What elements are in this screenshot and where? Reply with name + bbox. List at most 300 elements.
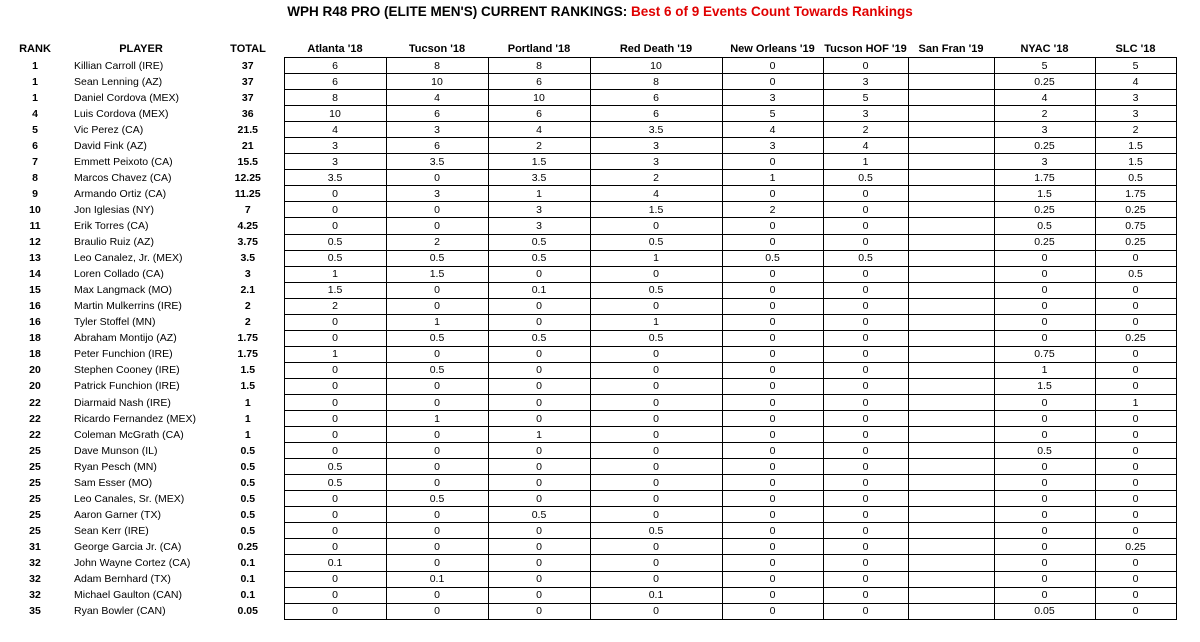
event-score-cell: 4	[590, 186, 722, 202]
player-name-cell: Diarmaid Nash (IRE)	[74, 396, 171, 409]
event-score-cell: 2	[590, 170, 722, 186]
event-score-cell: 0	[722, 74, 823, 90]
event-score-cell: 0	[722, 314, 823, 330]
event-score-cell: 0	[994, 459, 1095, 475]
event-score-cell: 0	[1095, 587, 1176, 603]
event-score-cell: 0.25	[994, 74, 1095, 90]
event-score-cell	[908, 539, 994, 555]
event-score-cell: 0	[722, 58, 823, 74]
event-score-cell: 0	[994, 314, 1095, 330]
total-points-cell: 15.5	[237, 155, 258, 168]
table-row	[0, 394, 1176, 410]
total-points-cell: 37	[241, 91, 254, 104]
event-score-cell: 0	[284, 202, 386, 218]
event-score-cell: 0.5	[590, 330, 722, 346]
event-score-cell: 0.05	[994, 603, 1095, 619]
event-score-cell: 0	[994, 266, 1095, 282]
event-score-cell: 0	[590, 346, 722, 362]
event-score-cell: 0	[284, 362, 386, 378]
player-name-cell: Leo Canales, Sr. (MEX)	[74, 492, 185, 505]
event-score-cell: 0	[722, 266, 823, 282]
event-header: San Fran '19	[908, 41, 994, 58]
event-score-cell: 0	[590, 491, 722, 507]
rank-cell: 35	[29, 605, 41, 618]
event-score-cell: 1	[488, 186, 590, 202]
table-row	[0, 459, 1176, 475]
event-score-cell: 0	[823, 378, 908, 394]
table-row	[0, 346, 1176, 362]
event-score-cell: 0	[823, 523, 908, 539]
event-score-cell: 0	[722, 507, 823, 523]
event-score-cell: 0	[1095, 411, 1176, 427]
event-score-cell: 1	[488, 427, 590, 443]
event-score-cell: 0	[1095, 443, 1176, 459]
table-row	[0, 234, 1176, 250]
event-score-cell: 0	[823, 298, 908, 314]
player-name-cell: Peter Funchion (IRE)	[74, 348, 173, 361]
event-score-cell: 6	[284, 58, 386, 74]
event-score-cell: 3.5	[386, 154, 488, 170]
event-score-cell	[908, 330, 994, 346]
event-score-cell: 0	[284, 491, 386, 507]
player-name-cell: Sam Esser (MO)	[74, 476, 153, 489]
event-score-cell	[908, 394, 994, 410]
event-score-cell: 0	[994, 394, 1095, 410]
event-score-cell: 0.25	[994, 138, 1095, 154]
event-score-cell: 0	[1095, 459, 1176, 475]
event-score-cell: 0	[722, 523, 823, 539]
rank-cell: 31	[29, 540, 41, 553]
rankings-table	[0, 41, 1177, 620]
total-points-cell: 37	[241, 75, 254, 88]
event-score-cell: 0	[590, 539, 722, 555]
event-score-cell: 6	[284, 74, 386, 90]
event-score-cell	[908, 587, 994, 603]
player-name-cell: Daniel Cordova (MEX)	[74, 91, 180, 104]
player-name-cell: Max Langmack (MO)	[74, 284, 173, 297]
event-score-cell: 0	[823, 491, 908, 507]
table-row	[0, 411, 1176, 427]
event-score-cell: 0	[386, 475, 488, 491]
rank-cell: 25	[29, 476, 41, 489]
event-score-cell: 0	[994, 555, 1095, 571]
event-score-cell: 0	[284, 571, 386, 587]
event-score-cell: 0	[488, 443, 590, 459]
event-score-cell: 0	[722, 186, 823, 202]
event-score-cell: 0	[284, 218, 386, 234]
event-score-cell: 0.5	[488, 330, 590, 346]
event-header: Portland '18	[488, 41, 590, 58]
table-row	[0, 186, 1176, 202]
event-header: New Orleans '19	[722, 41, 823, 58]
event-score-cell: 10	[284, 106, 386, 122]
event-score-cell: 8	[386, 58, 488, 74]
event-score-cell: 0	[488, 571, 590, 587]
total-points-cell: 7	[244, 203, 251, 216]
event-score-cell: 2	[722, 202, 823, 218]
event-score-cell: 0	[590, 411, 722, 427]
event-score-cell	[908, 459, 994, 475]
table-row	[0, 250, 1176, 266]
event-score-cell: 0	[386, 459, 488, 475]
event-score-cell: 0	[823, 394, 908, 410]
rank-cell: 25	[29, 524, 41, 537]
event-score-cell: 0	[722, 603, 823, 619]
event-score-cell	[908, 74, 994, 90]
table-row	[0, 122, 1176, 138]
total-points-cell: 0.5	[240, 492, 256, 505]
event-score-cell: 0	[386, 603, 488, 619]
rank-cell: 12	[29, 236, 41, 249]
total-points-cell: 1.5	[240, 380, 256, 393]
event-score-cell: 0	[722, 282, 823, 298]
player-name-cell: Marcos Chavez (CA)	[74, 171, 172, 184]
event-score-cell: 1.75	[994, 170, 1095, 186]
event-score-cell: 0	[590, 475, 722, 491]
event-score-cell: 1	[284, 266, 386, 282]
total-points-cell: 21.5	[237, 123, 258, 136]
event-score-cell: 3	[386, 122, 488, 138]
event-score-cell	[908, 218, 994, 234]
total-points-cell: 3.5	[240, 252, 256, 265]
total-points-cell: 2	[244, 300, 251, 313]
event-score-cell: 5	[1095, 58, 1176, 74]
event-score-cell: 0	[994, 539, 1095, 555]
event-score-cell: 0.25	[1095, 539, 1176, 555]
table-row	[0, 218, 1176, 234]
event-header: SLC '18	[1095, 41, 1176, 58]
event-score-cell: 3	[590, 154, 722, 170]
event-score-cell	[908, 443, 994, 459]
event-score-cell: 0	[722, 571, 823, 587]
event-score-cell	[908, 170, 994, 186]
table-row	[0, 603, 1176, 619]
rank-cell: 25	[29, 492, 41, 505]
event-score-cell: 0	[284, 539, 386, 555]
event-score-cell: 0	[488, 411, 590, 427]
rank-cell: 13	[29, 252, 41, 265]
event-score-cell	[908, 58, 994, 74]
event-score-cell: 0.5	[386, 362, 488, 378]
event-score-cell: 0	[994, 330, 1095, 346]
event-score-cell: 0	[994, 571, 1095, 587]
table-row	[0, 507, 1176, 523]
event-score-cell	[908, 427, 994, 443]
player-name-cell: John Wayne Cortez (CA)	[74, 556, 191, 569]
event-score-cell	[908, 555, 994, 571]
player-name-cell: Leo Canalez, Jr. (MEX)	[74, 252, 183, 265]
event-score-cell: 0	[994, 427, 1095, 443]
event-score-cell: 3	[1095, 90, 1176, 106]
event-score-cell: 0.25	[994, 202, 1095, 218]
event-score-cell: 0.1	[284, 555, 386, 571]
event-score-cell: 1	[722, 170, 823, 186]
event-score-cell: 0	[823, 571, 908, 587]
event-score-cell: 0	[488, 523, 590, 539]
header-row	[0, 41, 1176, 58]
player-name-cell: Abraham Montijo (AZ)	[74, 332, 177, 345]
total-points-cell: 0.05	[237, 605, 258, 618]
event-score-cell: 3.5	[488, 170, 590, 186]
event-score-cell: 0.75	[994, 346, 1095, 362]
event-score-cell	[908, 507, 994, 523]
event-score-cell: 0	[823, 202, 908, 218]
event-score-cell: 1	[386, 314, 488, 330]
rank-cell: 16	[29, 300, 41, 313]
event-score-cell: 2	[488, 138, 590, 154]
event-score-cell: 0.5	[994, 218, 1095, 234]
table-row	[0, 282, 1176, 298]
event-score-cell	[908, 314, 994, 330]
event-score-cell: 0	[488, 603, 590, 619]
table-row	[0, 202, 1176, 218]
event-score-cell: 1.5	[488, 154, 590, 170]
event-score-cell	[908, 523, 994, 539]
event-score-cell: 1	[386, 411, 488, 427]
total-points-cell: 0.1	[240, 573, 256, 586]
event-score-cell: 6	[590, 106, 722, 122]
total-points-cell: 1.75	[237, 332, 258, 345]
player-name-cell: George Garcia Jr. (CA)	[74, 540, 182, 553]
total-points-cell: 3	[244, 268, 251, 281]
title-subtitle: Best 6 of 9 Events Count Towards Rankings	[630, 4, 913, 19]
total-points-cell: 36	[241, 107, 254, 120]
event-score-cell: 0.25	[1095, 202, 1176, 218]
event-score-cell: 1.5	[590, 202, 722, 218]
rank-cell: 22	[29, 396, 41, 409]
player-name-cell: Sean Kerr (IRE)	[74, 524, 149, 537]
player-name-cell: Vic Perez (CA)	[74, 123, 144, 136]
rank-cell: 32	[29, 556, 41, 569]
table-row	[0, 539, 1176, 555]
event-score-cell: 0	[386, 378, 488, 394]
player-name-cell: Dave Munson (IL)	[74, 444, 158, 457]
event-score-cell: 0.5	[1095, 266, 1176, 282]
event-score-cell: 0	[722, 475, 823, 491]
event-score-cell: 0	[284, 314, 386, 330]
event-score-cell	[908, 475, 994, 491]
total-points-cell: 1.5	[240, 364, 256, 377]
table-row	[0, 475, 1176, 491]
event-score-cell: 3	[823, 74, 908, 90]
event-score-cell: 0	[823, 234, 908, 250]
event-score-cell: 0	[722, 234, 823, 250]
event-score-cell: 3	[994, 154, 1095, 170]
table-row	[0, 170, 1176, 186]
player-name-cell: Loren Collado (CA)	[74, 268, 164, 281]
event-score-cell: 0	[386, 555, 488, 571]
event-score-cell: 0	[590, 378, 722, 394]
table-row	[0, 523, 1176, 539]
event-header: Tucson HOF '19	[823, 41, 908, 58]
rank-header: RANK	[19, 43, 51, 56]
event-score-cell: 0	[1095, 298, 1176, 314]
event-score-cell: 0	[488, 459, 590, 475]
event-score-cell: 2	[994, 106, 1095, 122]
rank-cell: 4	[32, 107, 38, 120]
event-score-cell: 0	[994, 523, 1095, 539]
event-score-cell: 3	[722, 138, 823, 154]
event-score-cell: 3	[823, 106, 908, 122]
event-score-cell: 2	[823, 122, 908, 138]
event-score-cell: 0	[590, 427, 722, 443]
event-score-cell: 0	[386, 394, 488, 410]
event-score-cell: 0.5	[284, 250, 386, 266]
event-score-cell	[908, 234, 994, 250]
rank-cell: 8	[32, 171, 38, 184]
player-name-cell: Patrick Funchion (IRE)	[74, 380, 180, 393]
event-score-cell	[908, 106, 994, 122]
table-row	[0, 571, 1176, 587]
total-points-cell: 3.75	[237, 236, 258, 249]
event-score-cell: 0	[488, 362, 590, 378]
event-score-cell: 0.25	[1095, 330, 1176, 346]
event-score-cell: 0	[823, 475, 908, 491]
event-score-cell: 8	[284, 90, 386, 106]
event-score-cell: 3	[722, 90, 823, 106]
event-score-cell: 1.5	[284, 282, 386, 298]
event-score-cell	[908, 90, 994, 106]
event-score-cell: 0	[590, 298, 722, 314]
event-score-cell: 0	[1095, 314, 1176, 330]
total-points-cell: 2.1	[240, 284, 256, 297]
event-score-cell: 2	[386, 234, 488, 250]
event-score-cell: 6	[488, 106, 590, 122]
event-score-cell: 0.1	[386, 571, 488, 587]
rank-cell: 1	[32, 59, 38, 72]
event-score-cell: 6	[386, 138, 488, 154]
player-name-cell: Jon Iglesias (NY)	[74, 203, 154, 216]
event-score-cell: 1.75	[1095, 186, 1176, 202]
event-score-cell: 0	[823, 346, 908, 362]
event-score-cell: 0	[823, 314, 908, 330]
table-row	[0, 378, 1176, 394]
table-row	[0, 427, 1176, 443]
player-name-cell: Killian Carroll (IRE)	[74, 59, 164, 72]
event-score-cell: 0	[488, 346, 590, 362]
event-score-cell: 0.25	[994, 234, 1095, 250]
rankings-body	[0, 58, 1176, 620]
event-score-cell: 4	[823, 138, 908, 154]
player-name-cell: Ricardo Fernandez (MEX)	[74, 412, 196, 425]
event-score-cell: 0	[284, 507, 386, 523]
event-score-cell: 0	[590, 459, 722, 475]
event-score-cell: 0.5	[488, 507, 590, 523]
total-points-cell: 1.75	[237, 348, 258, 361]
total-points-cell: 0.5	[240, 476, 256, 489]
rank-cell: 20	[29, 380, 41, 393]
event-score-cell: 0	[1095, 475, 1176, 491]
event-score-cell: 0.5	[994, 443, 1095, 459]
event-score-cell: 0	[722, 459, 823, 475]
event-score-cell: 1	[994, 362, 1095, 378]
event-score-cell: 0	[1095, 491, 1176, 507]
event-score-cell	[908, 378, 994, 394]
event-score-cell: 0.5	[722, 250, 823, 266]
rank-cell: 15	[29, 284, 41, 297]
event-score-cell: 0.5	[386, 491, 488, 507]
page-title	[0, 4, 1200, 19]
event-score-cell: 0	[994, 491, 1095, 507]
event-score-cell: 0	[386, 282, 488, 298]
total-points-cell: 4.25	[237, 219, 258, 232]
rank-cell: 18	[29, 332, 41, 345]
player-name-cell: Martin Mulkerrins (IRE)	[74, 300, 182, 313]
event-score-cell: 2	[1095, 122, 1176, 138]
rank-cell: 20	[29, 364, 41, 377]
player-name-cell: Tyler Stoffel (MN)	[74, 316, 156, 329]
event-score-cell: 0	[722, 362, 823, 378]
event-score-cell: 0	[722, 491, 823, 507]
event-score-cell: 0	[722, 587, 823, 603]
event-score-cell: 0.5	[590, 523, 722, 539]
event-score-cell: 3	[1095, 106, 1176, 122]
event-score-cell: 0.1	[590, 587, 722, 603]
event-score-cell: 0.5	[823, 250, 908, 266]
player-name-cell: Michael Gaulton (CAN)	[74, 589, 182, 602]
event-score-cell: 0	[284, 427, 386, 443]
event-score-cell: 0.5	[284, 459, 386, 475]
table-row	[0, 58, 1176, 74]
player-name-cell: Erik Torres (CA)	[74, 219, 149, 232]
table-row	[0, 266, 1176, 282]
event-score-cell	[908, 346, 994, 362]
event-score-cell: 0	[284, 378, 386, 394]
event-score-cell: 0	[1095, 250, 1176, 266]
event-score-cell: 0	[722, 378, 823, 394]
event-score-cell: 0	[722, 298, 823, 314]
rank-cell: 16	[29, 316, 41, 329]
event-score-cell: 0.5	[590, 234, 722, 250]
total-points-cell: 1	[244, 412, 251, 425]
event-score-cell	[908, 202, 994, 218]
event-score-cell: 0	[386, 443, 488, 459]
event-score-cell	[908, 250, 994, 266]
event-score-cell: 0	[994, 298, 1095, 314]
total-points-cell: 0.5	[240, 460, 256, 473]
table-row	[0, 154, 1176, 170]
event-header: Atlanta '18	[284, 41, 386, 58]
event-score-cell: 4	[284, 122, 386, 138]
event-score-cell: 0	[994, 507, 1095, 523]
event-score-cell: 0	[722, 443, 823, 459]
event-score-cell: 1	[823, 154, 908, 170]
event-score-cell: 1	[1095, 394, 1176, 410]
event-score-cell: 0	[823, 362, 908, 378]
total-points-cell: 0.5	[240, 508, 256, 521]
event-score-cell	[908, 603, 994, 619]
event-score-cell: 3	[284, 138, 386, 154]
rank-cell: 18	[29, 348, 41, 361]
event-score-cell: 0	[823, 587, 908, 603]
event-score-cell: 1	[284, 346, 386, 362]
event-score-cell: 0	[284, 186, 386, 202]
table-row	[0, 298, 1176, 314]
event-score-cell: 0.5	[488, 234, 590, 250]
rank-cell: 7	[32, 155, 38, 168]
event-score-cell: 0	[1095, 362, 1176, 378]
event-score-cell: 0	[284, 394, 386, 410]
rank-cell: 32	[29, 589, 41, 602]
event-score-cell: 0	[823, 555, 908, 571]
event-score-cell: 0	[823, 411, 908, 427]
event-score-cell: 0	[386, 539, 488, 555]
total-points-cell: 12.25	[234, 171, 261, 184]
event-score-cell: 0	[488, 314, 590, 330]
event-score-cell: 10	[488, 90, 590, 106]
table-row	[0, 314, 1176, 330]
event-score-cell: 0	[488, 539, 590, 555]
